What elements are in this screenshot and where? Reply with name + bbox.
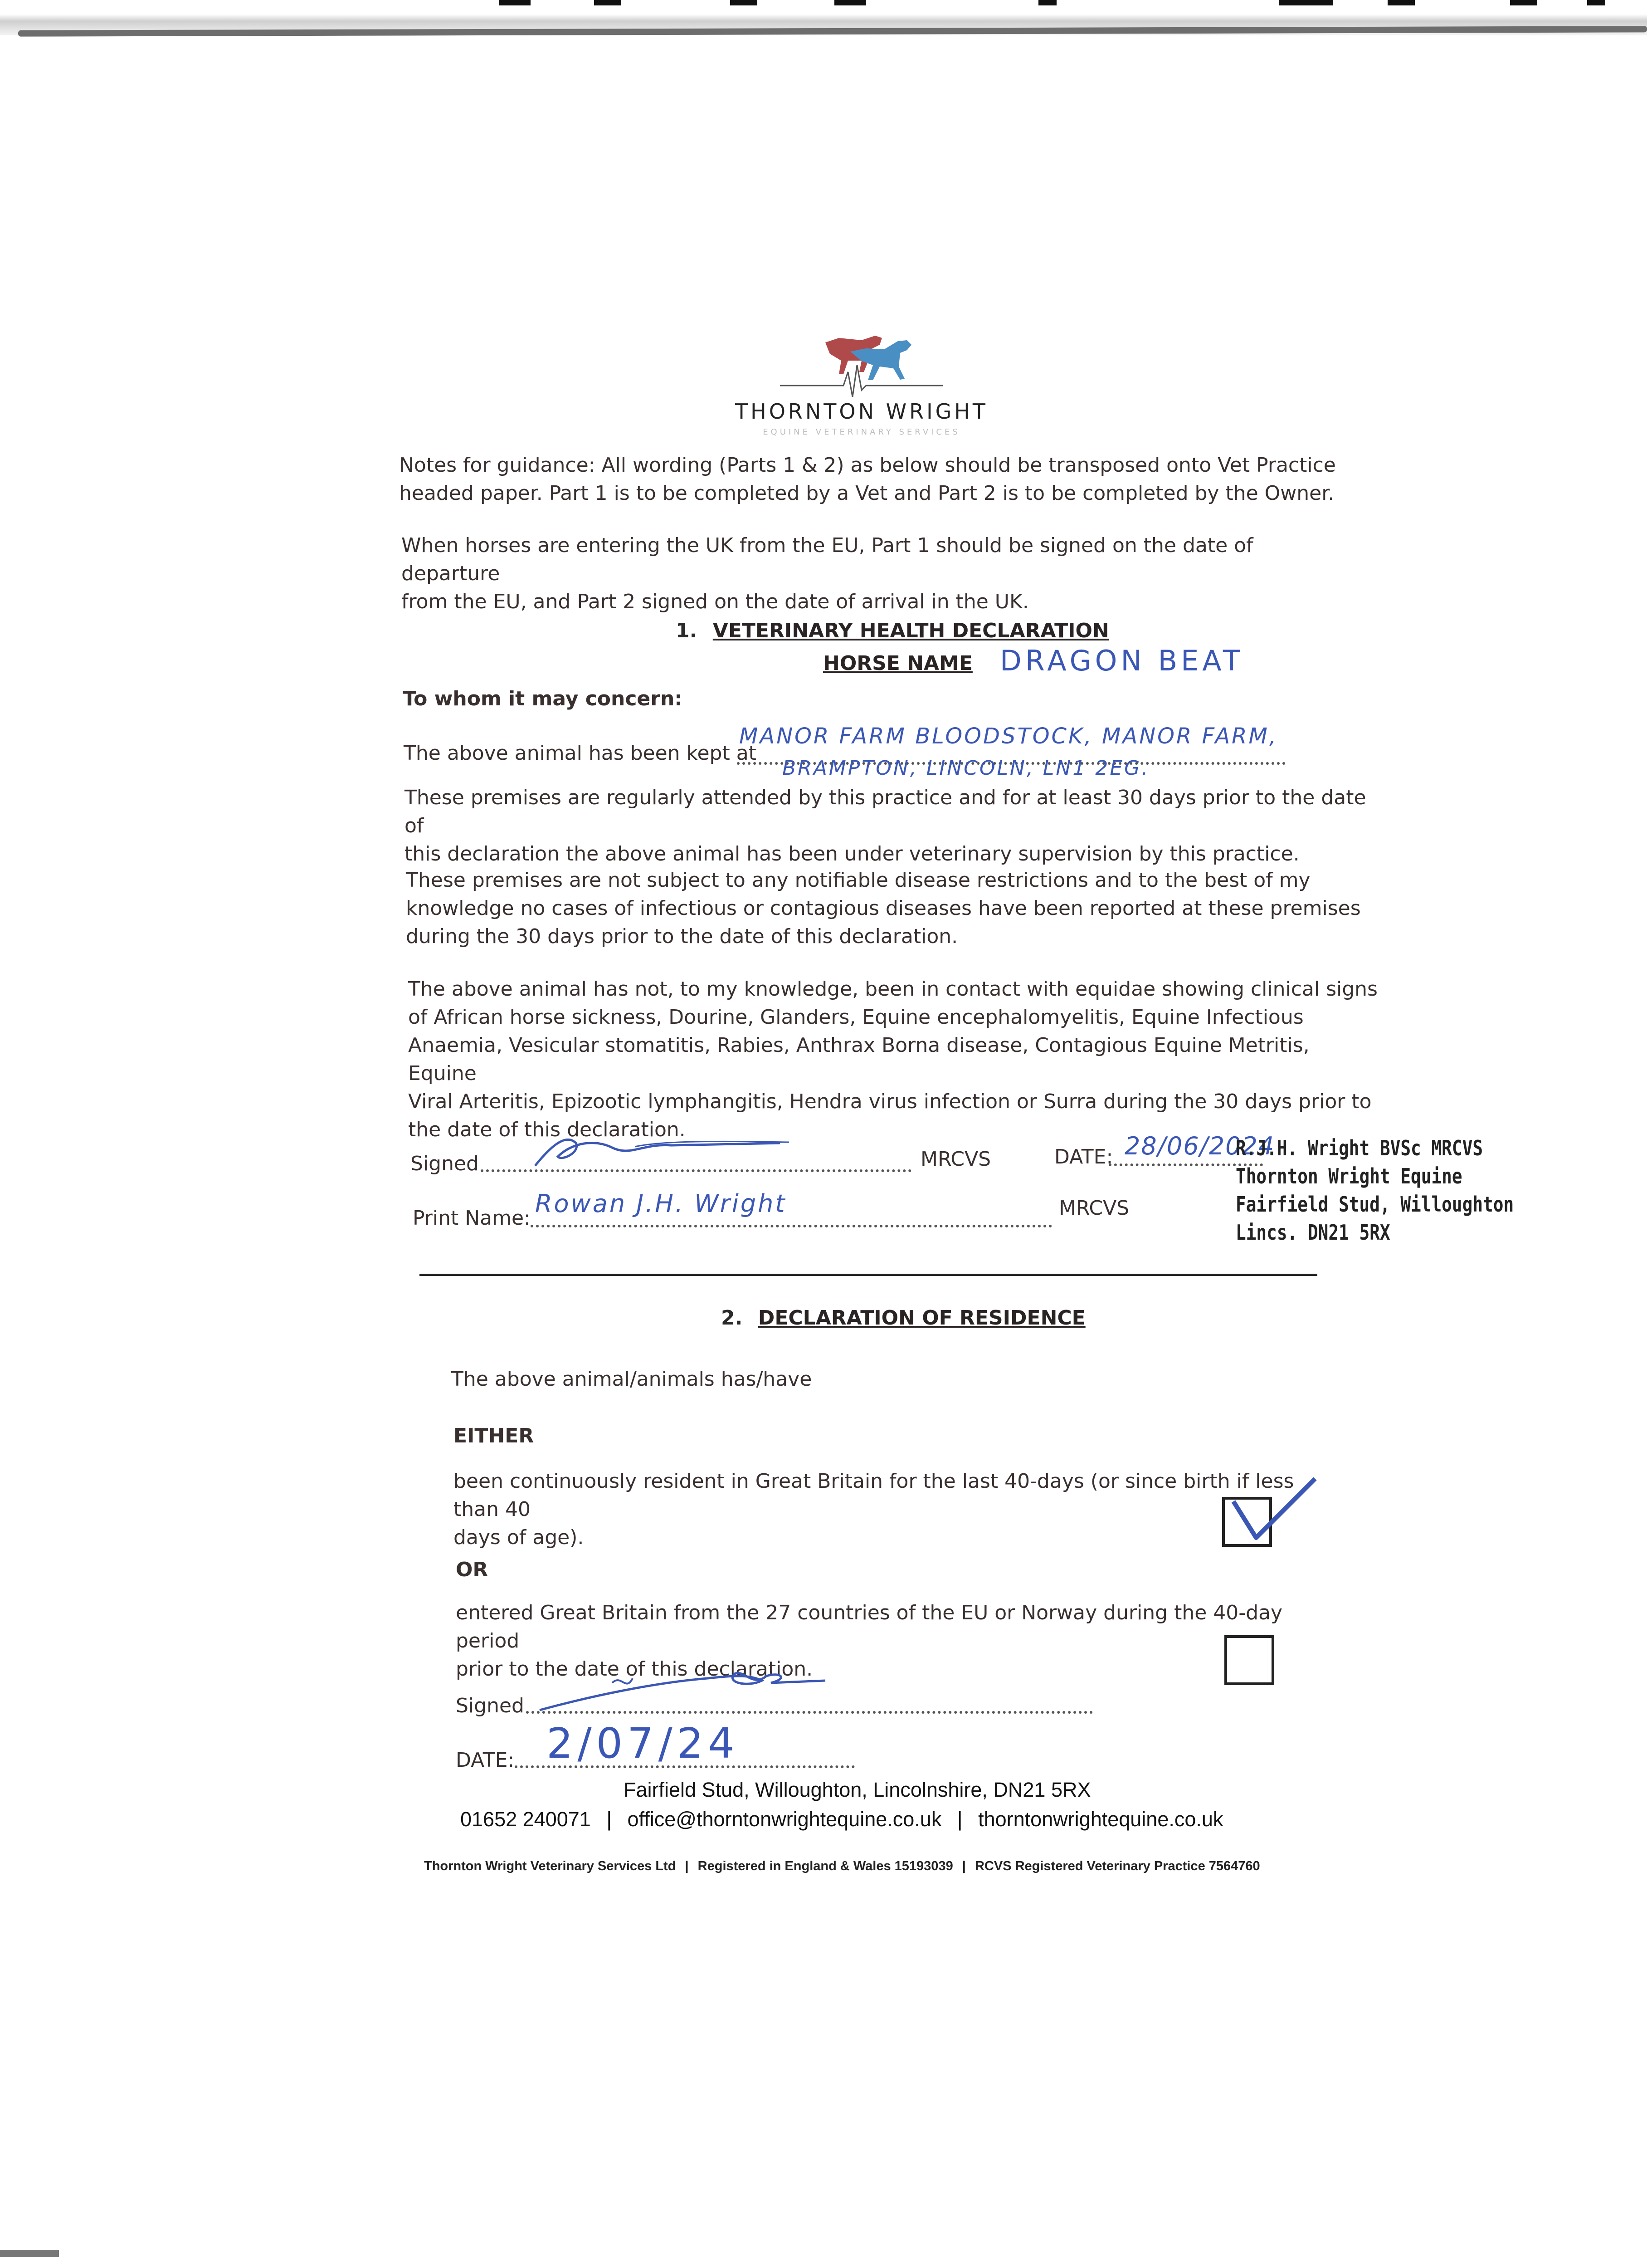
footer-rcvs: RCVS Registered Veterinary Practice 7564760 — [975, 1859, 1260, 1873]
either-label: EITHER — [453, 1424, 534, 1447]
company-name: THORNTON WRIGHT — [735, 399, 988, 424]
footer-company-name: Thornton Wright Veterinary Services Ltd — [424, 1859, 676, 1873]
footer-separator-4: | — [962, 1859, 966, 1873]
print-name-value: Rowan J.H. Wright — [535, 1189, 787, 1218]
contact-line-2: of African horse sickness, Dourine, Glanders, Equine encephalomyelitis, Equine Infectious — [408, 1006, 1304, 1029]
horse-logo-icon — [771, 318, 952, 404]
paragraph-attendance — [404, 784, 1379, 868]
footer-separator-2: | — [957, 1808, 963, 1831]
logo — [771, 318, 952, 404]
part1-signed-mrcvs: MRCVS — [921, 1148, 991, 1171]
stamp-line-2: Thornton Wright Equine — [1236, 1164, 1462, 1188]
part1-date-label: DATE: — [1054, 1145, 1113, 1168]
company-tagline: EQUINE VETERINARY SERVICES — [763, 427, 960, 437]
footer-registration-row — [424, 1859, 1260, 1874]
stamp-line-4: Lincs. DN21 5RX — [1236, 1220, 1390, 1245]
scan-corner-mark — [0, 2250, 59, 2257]
footer-phone: 01652 240071 — [460, 1808, 591, 1831]
owner-signature — [535, 1656, 830, 1724]
part2-date-value: 2/07/24 — [546, 1719, 739, 1768]
part1-heading — [676, 619, 1109, 642]
footer-email[interactable]: office@thorntonwrightequine.co.uk — [627, 1808, 942, 1831]
print-name-dots — [531, 1225, 1052, 1227]
option2-checkbox[interactable] — [1224, 1635, 1274, 1685]
footer-address: Fairfield Stud, Willoughton, Lincolnshire, DN21 5RX — [624, 1778, 1091, 1801]
footer-contact-row — [460, 1808, 1223, 1831]
part1-signed-label: Signed — [410, 1152, 479, 1175]
scan-marks — [0, 0, 1647, 6]
part2-heading — [721, 1306, 1086, 1330]
part2-signed-label: Signed — [456, 1694, 524, 1717]
footer-website[interactable]: thorntonwrightequine.co.uk — [978, 1808, 1223, 1831]
part2-title: DECLARATION OF RESIDENCE — [758, 1306, 1086, 1330]
paragraph-restrictions — [406, 866, 1381, 951]
restrictions-line-2: knowledge no cases of infectious or contagious diseases have been reported at these premises — [406, 897, 1361, 920]
check-mark-icon — [1224, 1470, 1324, 1551]
option2-line-2: prior to the date of this declaration. — [456, 1657, 813, 1681]
option1-line-1: been continuously resident in Great Britain for the last 40-days (or since birth if less than 40 — [453, 1470, 1294, 1521]
stamp-line-1: R.J.H. Wright BVSc MRCVS — [1236, 1136, 1483, 1160]
kept-at-label: The above animal has been kept at — [404, 742, 756, 765]
attendance-line-1: These premises are regularly attended by this practice and for at least 30 days prior to the date of — [404, 786, 1366, 837]
horse-name-label: HORSE NAME — [823, 652, 973, 675]
part2-date-label: DATE: — [456, 1749, 515, 1772]
part2-number: 2. — [721, 1306, 743, 1330]
stamp-line-3: Fairfield Stud, Willoughton — [1236, 1192, 1514, 1217]
guidance-line-1: Notes for guidance: All wording (Parts 1 & 2) as below should be transposed onto Vet Practice — [399, 454, 1336, 477]
vet-signature — [526, 1125, 798, 1175]
eu-line-1: When horses are entering the UK from the EU, Part 1 should be signed on the date of departure — [401, 534, 1253, 585]
option1-line-2: days of age). — [453, 1526, 584, 1549]
eu-notes — [401, 532, 1354, 616]
eu-line-2: from the EU, and Part 2 signed on the date of arrival in the UK. — [401, 590, 1029, 613]
part1-number: 1. — [676, 619, 697, 642]
guidance-notes — [399, 451, 1351, 508]
option2-line-1: entered Great Britain from the 27 countries of the EU or Norway during the 40-day period — [456, 1601, 1283, 1652]
print-name-mrcvs: MRCVS — [1059, 1197, 1130, 1220]
part1-date-value: 28/06/2024 — [1125, 1132, 1275, 1160]
section-divider — [419, 1274, 1317, 1276]
footer-separator-3: | — [685, 1859, 689, 1873]
or-label: OR — [456, 1558, 488, 1581]
paragraph-contact — [408, 975, 1383, 1144]
contact-line-5: the date of this declaration. — [408, 1118, 686, 1141]
kept-at-line-2: BRAMPTON, LINCOLN, LN1 2EG. — [782, 757, 1150, 780]
kept-at-line-1: MANOR FARM BLOODSTOCK, MANOR FARM, — [739, 723, 1278, 749]
contact-line-3: Anaemia, Vesicular stomatitis, Rabies, Anthrax Borna disease, Contagious Equine Metritis, Equine — [408, 1034, 1310, 1085]
restrictions-line-3: during the 30 days prior to the date of this declaration. — [406, 925, 958, 948]
contact-line-4: Viral Arteritis, Epizootic lymphangitis, Hendra virus infection or Surra during the 30 days prior to — [408, 1090, 1372, 1113]
attendance-line-2: this declaration the above animal has been under veterinary supervision by this practice. — [404, 842, 1300, 865]
footer-separator-1: | — [606, 1808, 612, 1831]
part2-intro: The above animal/animals has/have — [451, 1368, 812, 1391]
contact-line-1: The above animal has not, to my knowledge, been in contact with equidae showing clinical signs — [408, 978, 1378, 1001]
guidance-line-2: headed paper. Part 1 is to be completed by a Vet and Part 2 is to be completed by the Owner. — [399, 482, 1335, 505]
part1-title: VETERINARY HEALTH DECLARATION — [712, 619, 1109, 642]
to-whom-text: To whom it may concern: — [403, 687, 682, 710]
option1-text — [453, 1467, 1315, 1552]
print-name-label: Print Name: — [413, 1207, 531, 1230]
footer-registration: Registered in England & Wales 15193039 — [697, 1859, 953, 1873]
vet-stamp — [1236, 1134, 1570, 1246]
restrictions-line-1: These premises are not subject to any notifiable disease restrictions and to the best of my — [406, 869, 1311, 892]
horse-name-value: DRAGON BEAT — [1000, 644, 1244, 677]
